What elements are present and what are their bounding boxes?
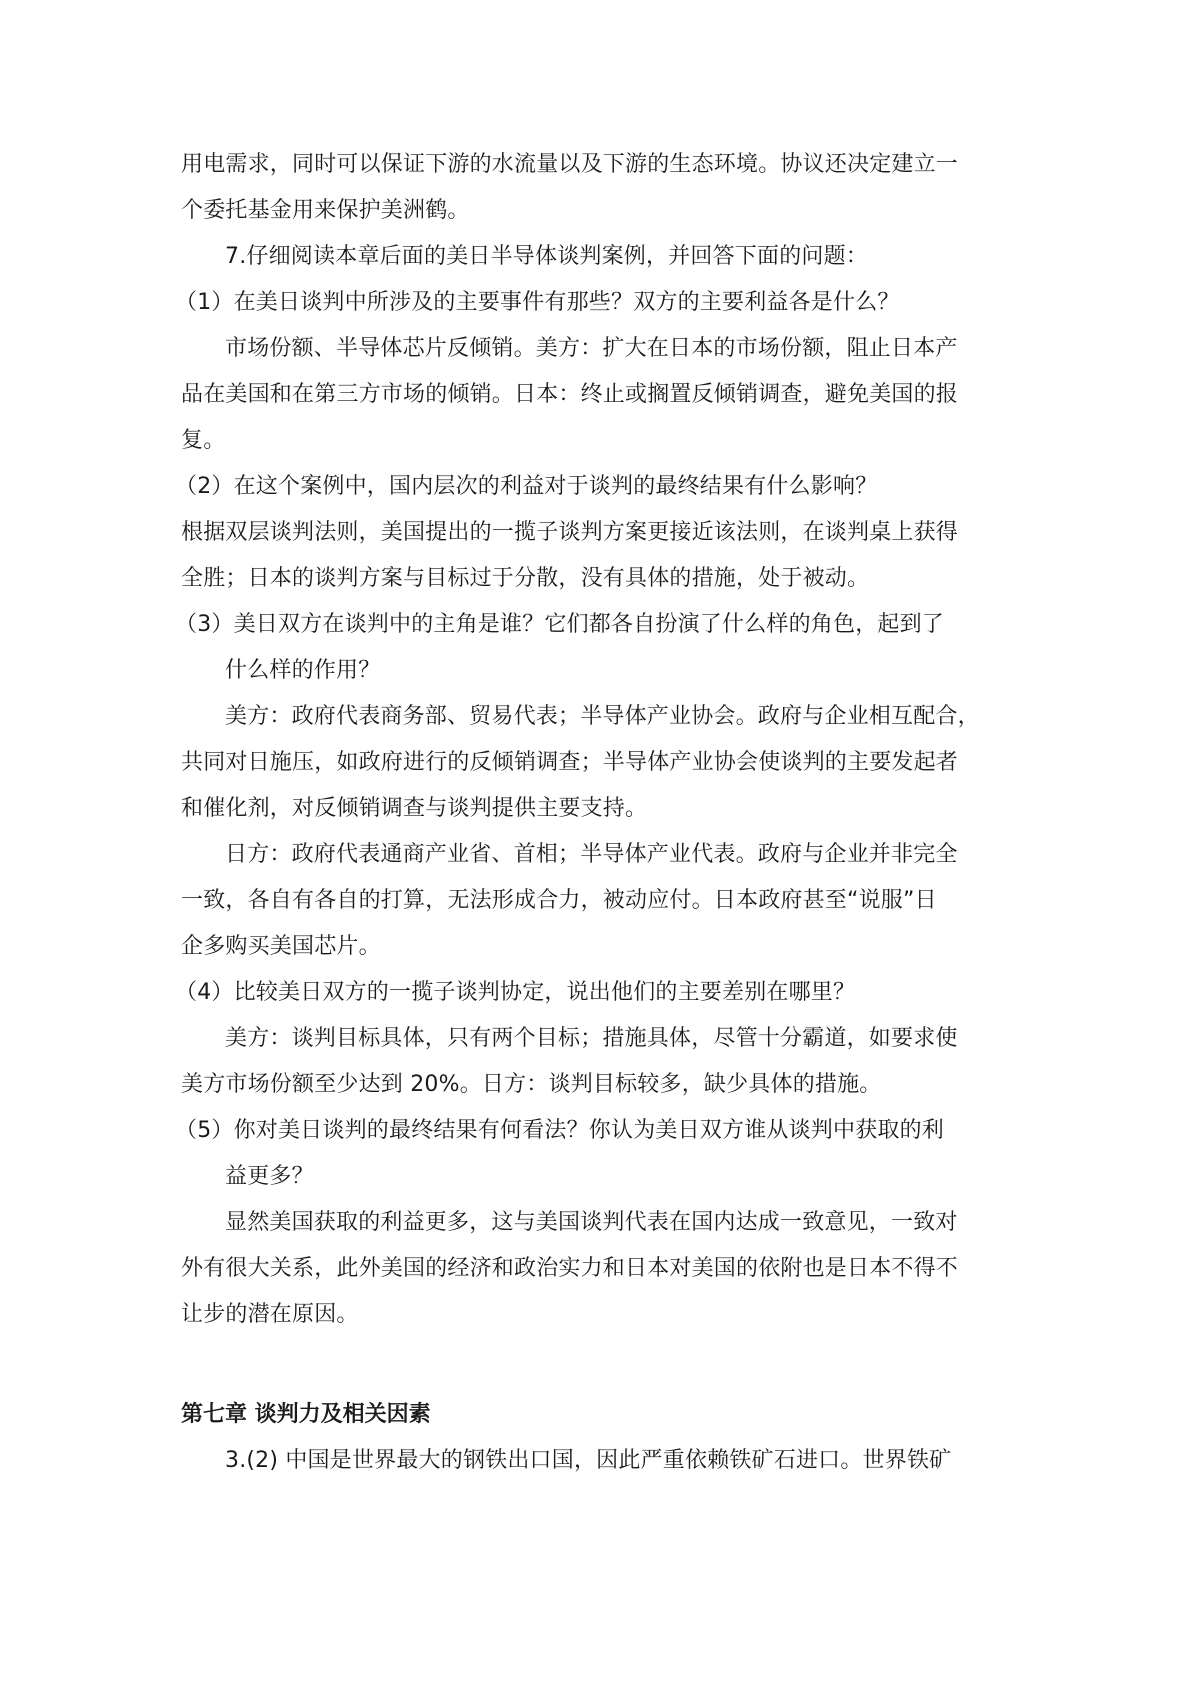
question-3: （3）美日双方在谈判中的主角是谁？它们都各自扮演了什么样的角色，起到了 — [175, 612, 944, 637]
answer-line: 日方：政府代表通商产业省、首相；半导体产业代表。政府与企业并非完全 — [225, 842, 958, 867]
answer-line: 和催化剂，对反倾销调查与谈判提供主要支持。 — [181, 796, 648, 821]
answer-line: 市场份额、半导体芯片反倾销。美方：扩大在日本的市场份额，阻止日本产 — [225, 336, 958, 361]
question-5-continued: 益更多？ — [225, 1164, 314, 1189]
answer-line: 企多购买美国芯片。 — [181, 934, 381, 959]
answer-line: 全胜；日本的谈判方案与目标过于分散，没有具体的措施，处于被动。 — [181, 566, 870, 591]
question-2: （2）在这个案例中，国内层次的利益对于谈判的最终结果有什么影响？ — [175, 474, 878, 499]
question-1: （1）在美日谈判中所涉及的主要事件有那些？双方的主要利益各是什么？ — [175, 290, 900, 315]
answer-line: 让步的潜在原因。 — [181, 1302, 359, 1327]
question-5: （5）你对美日谈判的最终结果有何看法？你认为美日双方谁从谈判中获取的利 — [175, 1118, 944, 1143]
answer-line: 外有很大关系，此外美国的经济和政治实力和日本对美国的依附也是日本不得不 — [181, 1256, 959, 1281]
answer-line: 根据双层谈判法则，美国提出的一揽子谈判方案更接近该法则，在谈判桌上获得 — [181, 520, 959, 545]
answer-line: 显然美国获取的利益更多，这与美国谈判代表在国内达成一致意见，一致对 — [225, 1210, 958, 1235]
chapter-first-line: 3.(2) 中国是世界最大的钢铁出口国，因此严重依赖铁矿石进口。世界铁矿 — [225, 1448, 952, 1473]
document-page — [175, 142, 1011, 1484]
answer-line: 一致，各自有各自的打算，无法形成合力，被动应付。日本政府甚至“说服”日 — [181, 888, 937, 913]
answer-line: 美方：谈判目标具体，只有两个目标；措施具体，尽管十分霸道，如要求使 — [225, 1026, 958, 1051]
answer-line: 品在美国和在第三方市场的倾销。日本：终止或搁置反倾销调查，避免美国的报 — [181, 382, 959, 407]
answer-line: 美方市场份额至少达到 20%。日方：谈判目标较多，缺少具体的措施。 — [181, 1072, 882, 1097]
text-line: 用电需求，同时可以保证下游的水流量以及下游的生态环境。协议还决定建立一 — [181, 152, 959, 177]
question-intro: 7.仔细阅读本章后面的美日半导体谈判案例，并回答下面的问题： — [225, 244, 868, 269]
question-4: （4）比较美日双方的一揽子谈判协定，说出他们的主要差别在哪里？ — [175, 980, 856, 1005]
chapter-heading: 第七章 谈判力及相关因素 — [181, 1402, 431, 1427]
answer-line: 共同对日施压，如政府进行的反倾销调查；半导体产业协会使谈判的主要发起者 — [181, 750, 959, 775]
answer-line: 美方：政府代表商务部、贸易代表；半导体产业协会。政府与企业相互配合， — [225, 704, 980, 729]
question-3-continued: 什么样的作用？ — [225, 658, 381, 683]
text-line: 个委托基金用来保护美洲鹤。 — [181, 198, 470, 223]
section-gap — [181, 1338, 1011, 1392]
answer-line: 复。 — [181, 428, 226, 453]
